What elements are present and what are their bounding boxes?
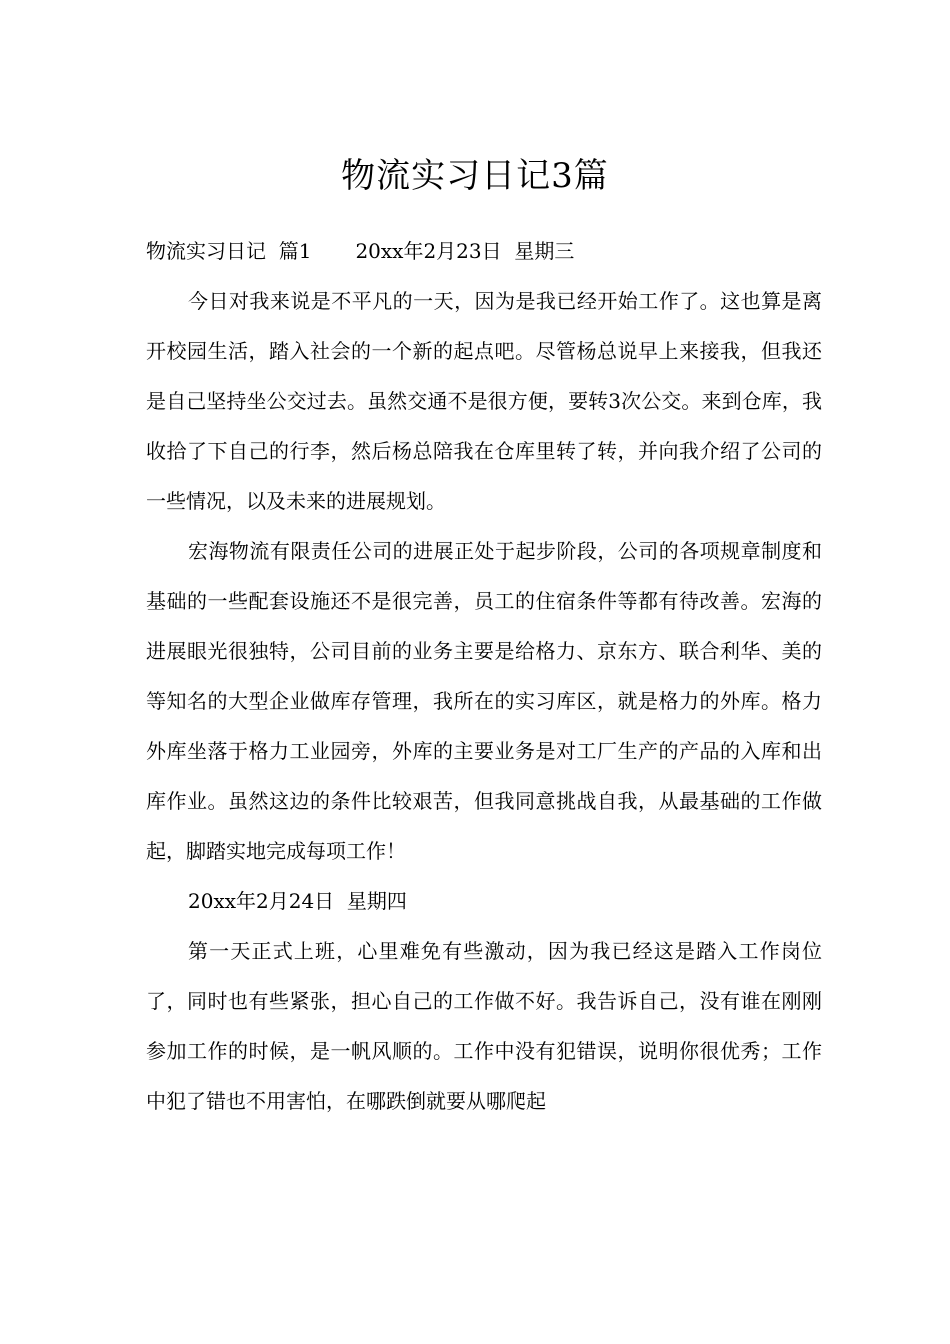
entry-date-2: [146, 876, 822, 926]
document-body: [146, 226, 822, 1126]
paragraph-2: 宏海物流有限责任公司的进展正处于起步阶段，公司的各项规章制度和基础的一些配套设施还不是很完善，员工的住宿条件等都有待改善。宏海的进展眼光很独特，公司目前的业务主要是给格力、京东方、联合利华、美的等知名的大型企业做库存管理，我所在的实习库区，就是格力的外库。格力外库坐落于格力工业园旁，外库的主要业务是对工厂生产的产品的入库和出库作业。虽然这边的条件比较艰苦，但我同意挑战自我，从最基础的工作做起，脚踏实地完成每项工作！: [146, 539, 822, 863]
entry-heading: [146, 226, 822, 276]
document-title: 物流实习日记3篇: [341, 155, 609, 196]
paragraph-1: 今日对我来说是不平凡的一天，因为是我已经开始工作了。这也算是离开校园生活，踏入社会的一个新的起点吧。尽管杨总说早上来接我，但我还是自己坚持坐公交过去。虽然交通不是很方便，要转3次公交。来到仓库，我收拾了下自己的行李，然后杨总陪我在仓库里转了转，并向我介绍了公司的一些情况，以及未来的进展规划。: [146, 289, 822, 513]
entry-label: 物流实习日记 篇1: [146, 239, 312, 263]
paragraph-3: 第一天正式上班，心里难免有些激动，因为我已经这是踏入工作岗位了，同时也有些紧张，担心自己的工作做不好。我告诉自己，没有谁在刚刚参加工作的时候，是一帆风顺的。工作中没有犯错误，说明你很优秀；工作中犯了错也不用害怕，在哪跌倒就要从哪爬起: [146, 939, 822, 1113]
entry-date-2-text: 20xx年2月24日 星期四: [188, 889, 407, 913]
entry-date: 20xx年2月23日 星期三: [355, 239, 575, 263]
